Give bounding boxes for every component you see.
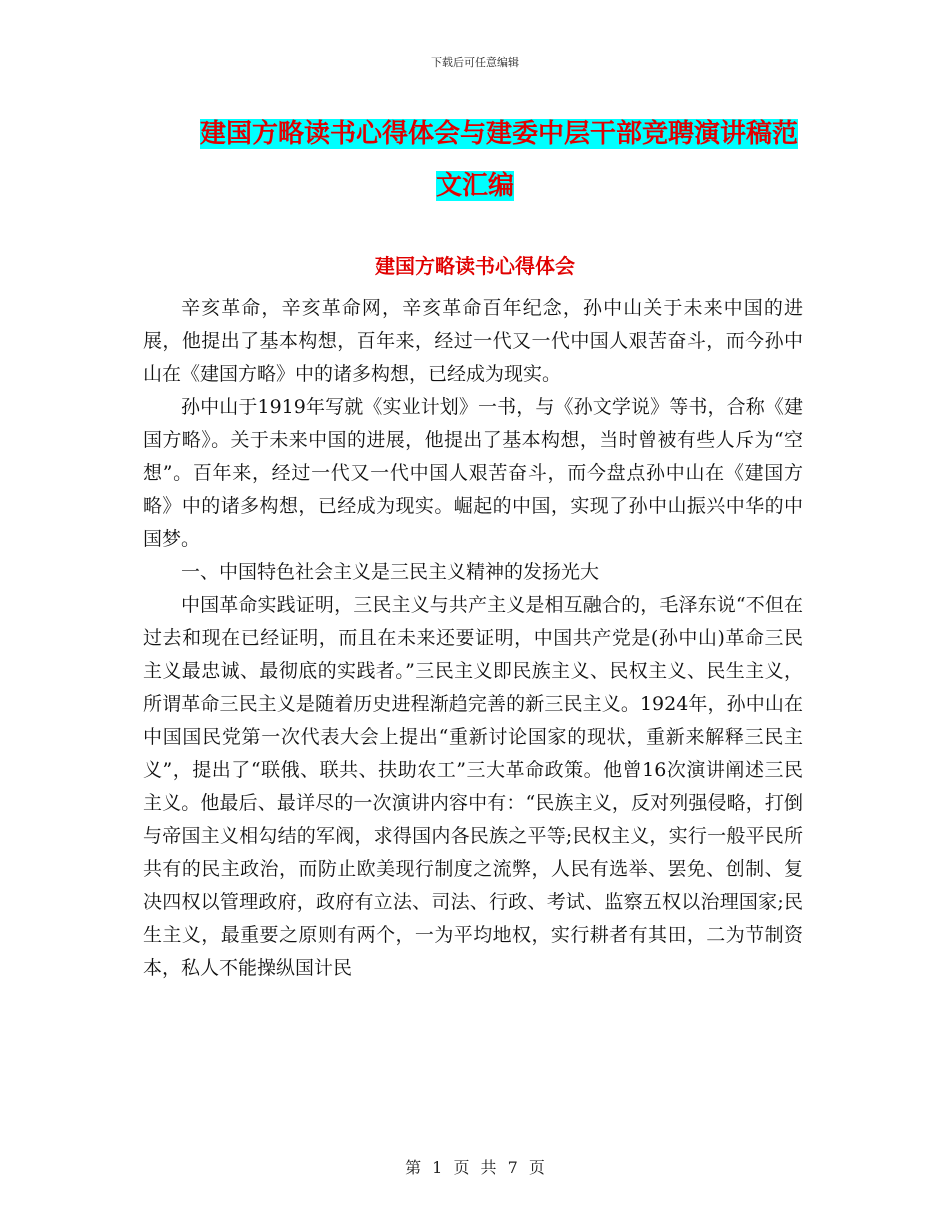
section-title: 建国方略读书心得体会 — [375, 254, 575, 278]
document-title-line-2: 文汇编 — [435, 171, 514, 201]
body-text — [143, 292, 803, 985]
paragraph-3-heading: 一、中国特色社会主义是三民主义精神的发扬光大 — [181, 561, 600, 583]
page-footer-number: 第 1 页 共 7 页 — [405, 1158, 545, 1177]
paragraph-2: 孙中山于1919年写就《实业计划》一书，与《孙文学说》等书，合称《建国方略》。关于未来中国的进展，他提出了基本构想，当时曾被有些人斥为“空想”。百年来，经过一代又一代中国人艰苦奋斗，而今盘点孙中山在《建国方略》中的诸多构想，已经成为现实。崛起的中国，实现了孙中山振兴中华的中国梦。 — [143, 396, 803, 550]
document-title-line-1-text: 建国方略读书心得体会与建委中层干部竞聘演讲稿范 — [199, 119, 798, 149]
paragraph-1: 辛亥革命，辛亥革命网，辛亥革命百年纪念，孙中山关于未来中国的进展，他提出了基本构想，百年来，经过一代又一代中国人艰苦奋斗，而今孙中山在《建国方略》中的诸多构想，已经成为现实。 — [143, 297, 803, 385]
paragraph-4: 中国革命实践证明，三民主义与共产主义是相互融合的，毛泽东说“不但在过去和现在已经证明，而且在未来还要证明，中国共产党是(孙中山)革命三民主义最忠诚、最彻底的实践者。”三民主义即民族主义、民权主义、民生主义，所谓革命三民主义是随着历史进程渐趋完善的新三民主义。1924年，孙中山在中国国民党第一次代表大会上提出“重新讨论国家的现状，重新来解释三民主义”，提出了“联俄、联共、扶助农工”三大革命政策。他曾16次演讲阐述三民主义。他最后、最详尽的一次演讲内容中有：“民族主义，反对列强侵略，打倒与帝国主义相勾结的军阀，求得国内各民族之平等;民权主义，实行一般平民所共有的民主政治，而防止欧美现行制度之流弊，人民有选举、罢免、创制、复决四权以管理政府，政府有立法、司法、行政、考试、监察五权以治理国家;民生主义，最重要之原则有两个，一为平均地权，实行耕者有其田，二为节制资本，私人不能操纵国计民 — [143, 594, 803, 979]
page-header-note: 下载后可任意编辑 — [431, 56, 519, 69]
document-title-line-1 — [0, 108, 950, 160]
document-title — [0, 108, 950, 212]
